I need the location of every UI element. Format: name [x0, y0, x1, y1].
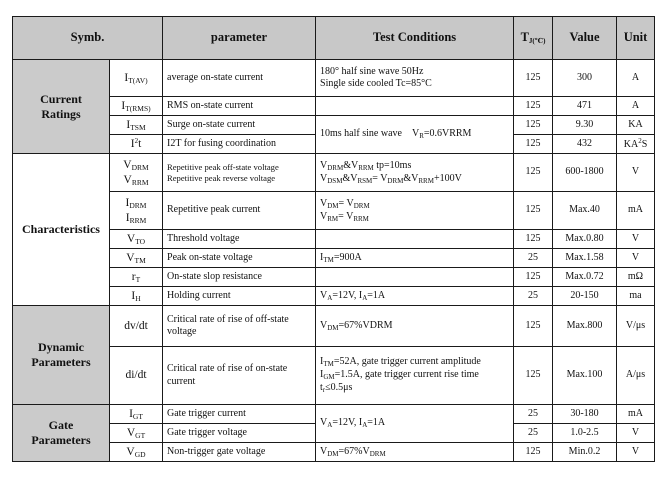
cond-vgd-b-sub: DRM [369, 449, 386, 458]
tj-vto: 125 [514, 230, 553, 249]
unit-rt: mΩ [617, 268, 655, 287]
cond-vdrm2-b-sub: RSM [357, 176, 373, 185]
sym-vgd [110, 443, 163, 462]
sym-itsm-sub: TSM [130, 122, 146, 132]
tj-dvdt: 125 [514, 306, 553, 347]
sym-vto-main: V [126, 232, 136, 245]
header-unit: Unit [617, 17, 655, 60]
row-itav [13, 60, 655, 97]
header-tj [514, 17, 553, 60]
sym-itav-sub: T(AV) [128, 75, 148, 85]
param-dvdt-line1: Critical rate of rise of off-state [167, 313, 289, 325]
param-vto: Threshold voltage [163, 230, 316, 249]
tj-idrm: 125 [514, 192, 553, 230]
sym-idrm-main: I [125, 197, 130, 210]
cond-ih-a-sub: A [327, 293, 333, 302]
param-itrms: RMS on-state current [163, 97, 316, 116]
cond-vdrm2-a-sub: DSM [327, 176, 343, 185]
cond-didt-line2 [320, 369, 509, 382]
row-ih [13, 287, 655, 306]
group-current-ratings [13, 60, 110, 154]
param-itav: average on-state current [163, 60, 316, 97]
unit-itrms: A [617, 97, 655, 116]
param-didt [163, 347, 316, 405]
value-idrm: Max.40 [553, 192, 617, 230]
sym-idrm-sub: DRM [129, 201, 147, 211]
sym-itav [110, 60, 163, 97]
cond-vtm [316, 249, 514, 268]
sym-vgt-main: V [126, 426, 136, 439]
cond-gate-a-sub: A [327, 421, 333, 430]
cond-idrm1-b: = V [338, 197, 354, 209]
sym-vtm-sub: TM [134, 255, 146, 265]
cond-idrm1-a: V [320, 197, 328, 209]
sym-dvdt: dv/dt [110, 306, 163, 347]
sym-vdrm-line1 [114, 158, 158, 172]
value-vgd: Min.0.2 [553, 443, 617, 462]
cond-vdrm2-c-sub: DRM [387, 176, 404, 185]
unit-itsm: KA [617, 116, 655, 135]
sym-itsm-main: I [126, 118, 131, 131]
spec-table-sheet [12, 16, 654, 462]
header-symb: Symb. [13, 17, 163, 60]
header-row [13, 17, 655, 60]
cond-didt2-a-sub: GM [323, 373, 335, 382]
cond-didt2-b: =1.5A, gate trigger current rise time [334, 369, 479, 381]
param-dvdt [163, 306, 316, 347]
sym-rt-main: r [131, 270, 136, 283]
cond-surge-b: V [411, 128, 420, 140]
cond-didt-line1 [320, 356, 509, 369]
value-itav: 300 [553, 60, 617, 97]
cond-idrm2-a: V [320, 210, 328, 222]
header-parameter: parameter [163, 17, 316, 60]
unit-vdrm: V [617, 154, 655, 192]
unit-didt: A/μs [617, 347, 655, 405]
row-vto [13, 230, 655, 249]
unit-vto: V [617, 230, 655, 249]
group-current-ratings-line2: Ratings [41, 106, 81, 121]
param-rt: On-state slop resistance [163, 268, 316, 287]
sym-vgd-main: V [126, 445, 135, 458]
header-value: Value [553, 17, 617, 60]
sym-i2t-main: I [130, 137, 135, 150]
sym-vtm [110, 249, 163, 268]
cond-gate-b-sub: A [362, 421, 368, 430]
value-dvdt: Max.800 [553, 306, 617, 347]
cond-vdrm-line2 [320, 173, 509, 186]
cond-didt3-a-sub: r [322, 385, 326, 394]
value-itrms: 471 [553, 97, 617, 116]
header-tj-main: T [520, 30, 529, 45]
sym-itrms-sub: T(RMS) [125, 103, 151, 113]
tj-vtm: 25 [514, 249, 553, 268]
row-itrms [13, 97, 655, 116]
cond-idrm2-b-sub: RRM [353, 214, 369, 223]
cond-surge-b-sub: R [419, 132, 424, 141]
sym-rt [110, 268, 163, 287]
value-vtm: Max.1.58 [553, 249, 617, 268]
cond-surge-a: 10ms half sine wave [320, 128, 402, 140]
sym-vtm-main: V [126, 251, 135, 264]
param-vgt: Gate trigger voltage [163, 424, 316, 443]
unit-i2t-sup: 2 [638, 136, 642, 145]
cond-vdrm1-b: &V [343, 159, 359, 171]
cond-gate-a: V [320, 417, 328, 429]
sym-vgd-sub: GD [134, 449, 146, 459]
cond-vdrm [316, 154, 514, 192]
cond-didt2-a: I [320, 369, 324, 381]
cond-vdrm1-a: V [320, 159, 328, 171]
group-characteristics: Characteristics [13, 154, 110, 306]
cond-vgd-a-sub: DM [327, 449, 339, 458]
sym-rt-sub: T [135, 274, 141, 284]
group-gate-parameters [13, 405, 110, 462]
row-itsm [13, 116, 655, 135]
cond-dvdt [316, 306, 514, 347]
group-gate-line2: Parameters [31, 433, 91, 447]
cond-ih [316, 287, 514, 306]
cond-vto [316, 230, 514, 249]
sym-vto-sub: TO [135, 236, 146, 246]
cond-itav-line1: 180° half sine wave 50Hz [320, 65, 424, 77]
row-didt [13, 347, 655, 405]
group-current-ratings-line1: Current [40, 91, 82, 106]
sym-itav-main: I [124, 71, 129, 84]
cond-dvdt-a: V [320, 319, 328, 331]
cond-idrm1-a-sub: DM [327, 201, 339, 210]
cond-idrm [316, 192, 514, 230]
sym-idrm-line1 [114, 196, 158, 210]
cond-vdrm1-c: tp=10ms [373, 159, 412, 171]
sym-ih [110, 287, 163, 306]
sym-igt-main: I [129, 407, 133, 420]
sym-vrrm-main: V [123, 173, 132, 186]
sym-vrrm-line2 [114, 173, 158, 187]
value-vdrm: 600-1800 [553, 154, 617, 192]
param-itsm: Surge on-state current [163, 116, 316, 135]
sym-i2t-sup: 2 [134, 136, 139, 145]
cond-vdrm2-d-sub: RRM [418, 176, 434, 185]
cond-vgd-a: V [320, 445, 328, 457]
value-didt: Max.100 [553, 347, 617, 405]
unit-itav: A [617, 60, 655, 97]
param-vtm: Peak on-state voltage [163, 249, 316, 268]
cond-vtm-a-sub: TM [323, 255, 334, 264]
sym-i2t-tail: t [138, 137, 142, 150]
cond-vtm-a: I [320, 251, 324, 263]
sym-igt-sub: GT [132, 411, 143, 421]
param-vdrm-line2: Repetitive peak reverse voltage [167, 172, 276, 183]
cond-ih-c: =1A [367, 289, 386, 301]
cond-vdrm1-b-sub: RRM [358, 163, 374, 172]
thyristor-spec-table [12, 16, 655, 462]
cond-vdrm2-c: = V [372, 172, 388, 184]
unit-i2t-tail: S [641, 138, 648, 150]
sym-ih-sub: H [135, 293, 141, 303]
cond-gate-b: =12V, I [332, 417, 363, 429]
cond-idrm-line2 [320, 211, 509, 224]
param-vdrm [163, 154, 316, 192]
tj-rt: 125 [514, 268, 553, 287]
cond-vdrm1-a-sub: DRM [327, 163, 344, 172]
param-vgd: Non-trigger gate voltage [163, 443, 316, 462]
cond-gate-c: =1A [367, 417, 386, 429]
tj-igt: 25 [514, 405, 553, 424]
tj-itsm: 125 [514, 116, 553, 135]
cond-vtm-b: =900A [333, 251, 362, 263]
sym-vdrm-sub: DRM [131, 163, 149, 173]
param-i2t: I2T for fusing coordination [163, 135, 316, 154]
cond-surge-c: =0.6VRRM [423, 128, 472, 140]
cond-didt1-a-sub: TM [323, 360, 334, 369]
cond-vdrm-line1 [320, 160, 509, 173]
row-vtm [13, 249, 655, 268]
cond-vdrm2-a: V [320, 172, 328, 184]
sym-irrm-sub: RRM [129, 215, 147, 225]
tj-vgt: 25 [514, 424, 553, 443]
cond-itrms [316, 97, 514, 116]
unit-vgt: V [617, 424, 655, 443]
sym-ih-main: I [131, 289, 136, 302]
sym-vgt [110, 424, 163, 443]
cond-didt [316, 347, 514, 405]
cond-didt1-b: =52A, gate trigger current amplitude [333, 356, 481, 368]
value-igt: 30-180 [553, 405, 617, 424]
param-dvdt-line2: voltage [167, 326, 197, 337]
sym-irrm-main: I [125, 211, 130, 224]
value-ih: 20-150 [553, 287, 617, 306]
cond-dvdt-b: =67%VDRM [338, 319, 393, 331]
unit-dvdt: V/μs [617, 306, 655, 347]
cond-idrm1-b-sub: DRM [353, 201, 370, 210]
cond-vdrm2-e: +100V [433, 172, 462, 184]
cond-surge [316, 116, 514, 154]
sym-itsm [110, 116, 163, 135]
sym-vgt-sub: GT [135, 430, 146, 440]
sym-i2t [110, 135, 163, 154]
param-didt-line2: current [167, 375, 196, 387]
cond-itav [316, 60, 514, 97]
tj-itav: 125 [514, 60, 553, 97]
param-ih: Holding current [163, 287, 316, 306]
unit-ih: ma [617, 287, 655, 306]
cond-itav-line2: Single side cooled Tc=85°C [320, 78, 432, 89]
cond-idrm2-b: = V [338, 210, 354, 222]
sym-vrrm-sub: RRM [131, 177, 149, 187]
row-idrm [13, 192, 655, 230]
unit-i2t-main: KA [623, 138, 639, 150]
cond-vdrm2-d: &V [403, 172, 419, 184]
cond-vgd [316, 443, 514, 462]
group-gate-line1: Gate [48, 418, 74, 432]
sym-igt [110, 405, 163, 424]
cond-idrm-line1 [320, 198, 509, 211]
tj-didt: 125 [514, 347, 553, 405]
param-didt-line1: Critical rate of rise of on-state [167, 363, 288, 374]
sym-itrms [110, 97, 163, 116]
sym-idrm [110, 192, 163, 230]
row-igt [13, 405, 655, 424]
value-vgt: 1.0-2.5 [553, 424, 617, 443]
cond-rt [316, 268, 514, 287]
value-vto: Max.0.80 [553, 230, 617, 249]
unit-igt: mA [617, 405, 655, 424]
sym-vdrm-main: V [123, 159, 132, 172]
header-tj-sub: J(℃) [528, 37, 546, 46]
unit-vgd: V [617, 443, 655, 462]
tj-vgd: 125 [514, 443, 553, 462]
cond-dvdt-a-sub: DM [327, 323, 339, 332]
param-igt: Gate trigger current [163, 405, 316, 424]
tj-vdrm: 125 [514, 154, 553, 192]
row-vdrm [13, 154, 655, 192]
header-test-conditions: Test Conditions [316, 17, 514, 60]
unit-idrm: mA [617, 192, 655, 230]
tj-itrms: 125 [514, 97, 553, 116]
group-dynamic-line1: Dynamic [38, 340, 84, 354]
cond-gate [316, 405, 514, 443]
unit-vtm: V [617, 249, 655, 268]
value-i2t: 432 [553, 135, 617, 154]
sym-didt: di/dt [110, 347, 163, 405]
tj-ih: 25 [514, 287, 553, 306]
param-idrm: Repetitive peak current [163, 192, 316, 230]
cond-didt-line3 [320, 382, 509, 395]
cond-ih-b: =12V, I [332, 289, 363, 301]
tj-i2t: 125 [514, 135, 553, 154]
cond-vdrm2-b: &V [342, 172, 358, 184]
row-vgd [13, 443, 655, 462]
unit-i2t [617, 135, 655, 154]
row-rt [13, 268, 655, 287]
sym-vdrm [110, 154, 163, 192]
cond-ih-b-sub: A [362, 293, 368, 302]
group-dynamic-line2: Parameters [31, 355, 91, 369]
sym-itrms-main: I [121, 99, 126, 112]
sym-vto [110, 230, 163, 249]
cond-idrm2-a-sub: RM [327, 214, 339, 223]
value-itsm: 9.30 [553, 116, 617, 135]
row-dvdt [13, 306, 655, 347]
param-vdrm-line1: Repetitive peak off-state voltage [167, 161, 279, 172]
sym-irrm-line2 [114, 211, 158, 225]
cond-didt3-a: t [320, 381, 323, 393]
cond-vgd-b: =67%V [338, 445, 370, 457]
cond-didt1-a: I [320, 356, 324, 368]
cond-didt3-b: ≤0.5μs [325, 381, 353, 393]
group-dynamic-parameters [13, 306, 110, 405]
value-rt: Max.0.72 [553, 268, 617, 287]
cond-ih-a: V [320, 289, 328, 301]
